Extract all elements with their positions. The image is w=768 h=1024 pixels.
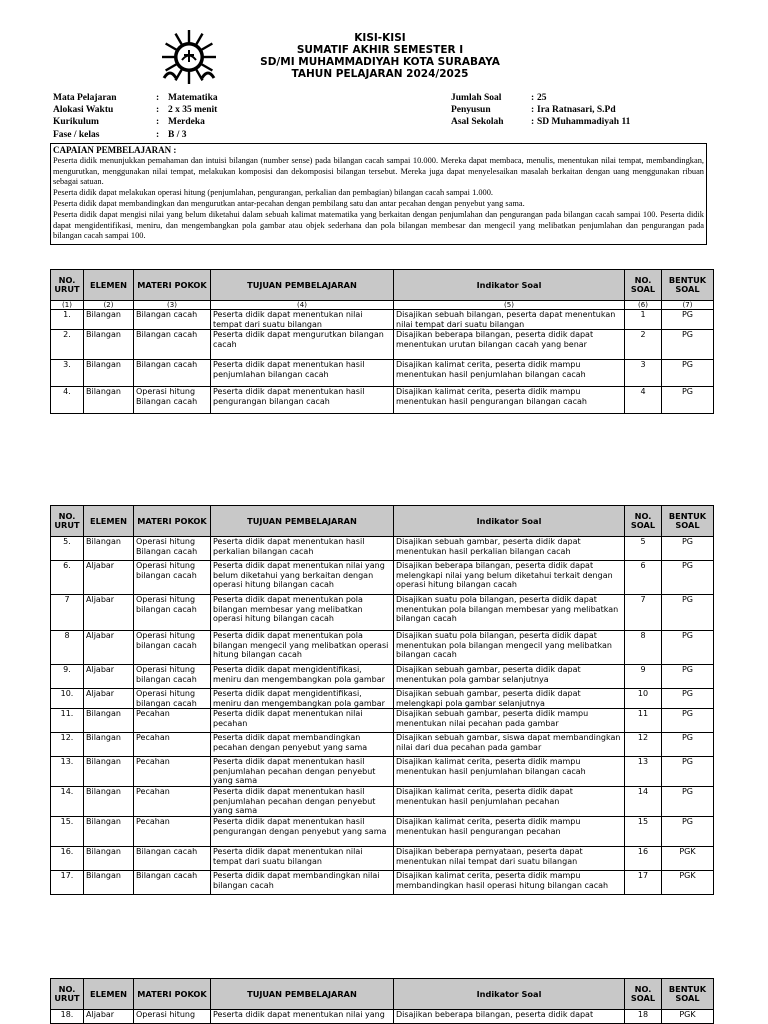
capaian-paragraph: Peserta didik dapat melakukan operasi hitung (penjumlahan, pengurangan, perkalian dan pembagian) bilangan cacah sampai 1.000. — [53, 188, 494, 198]
table-cell: Disajikan sebuah gambar, peserta didik dapat menentukan hasil perkalian bilangan cacah — [394, 537, 625, 561]
capaian-paragraph: Peserta didik dapat mengisi nilai yang belum diketahui dalam sebuah kalimat matematika yang berkaitan dengan penjumlahan dan pengurangan pada bilangan cacah sampai 100. Peserta didik dapat mengidentifikasi, meniru, dan mengembangkan pola gambar atau objek sederhana dan pola bilangan membesar dan mengecil yang melibatkan penjumlahan dan pengurangan pada bilangan cacah sampai 100. — [53, 209, 704, 241]
table-cell: PG — [662, 689, 714, 709]
table-cell: PG — [662, 665, 714, 689]
kisi-table-1 — [50, 269, 714, 414]
title-line-3: SD/MI MUHAMMADIYAH KOTA SURABAYA — [260, 56, 500, 68]
table-cell: Bilangan cacah — [134, 330, 211, 360]
column-number: (5) — [394, 301, 625, 310]
column-header: NO. URUT — [51, 506, 84, 537]
table-cell: 13 — [625, 757, 662, 787]
title-line-4: TAHUN PELAJARAN 2024/2025 — [291, 68, 469, 80]
table-cell: Disajikan sebuah gambar, peserta didik dapat menentukan pola gambar selanjutnya — [394, 665, 625, 689]
capaian-title: CAPAIAN PEMBELAJARAN : — [53, 145, 177, 155]
table-row — [51, 1010, 714, 1024]
table-cell: PG — [662, 709, 714, 733]
table-cell: Disajikan kalimat cerita, peserta didik mampu membandingkan hasil operasi hitung bilangan cacah — [394, 871, 625, 895]
table-cell: Aljabar — [84, 561, 134, 595]
table-cell: Aljabar — [84, 689, 134, 709]
table-cell: Pecahan — [134, 787, 211, 817]
kisi-table-2 — [50, 505, 714, 895]
table-cell: 5. — [51, 537, 84, 561]
table-cell: Operasi hitung — [134, 1010, 211, 1024]
table-cell: Aljabar — [84, 595, 134, 631]
table-cell: Peserta didik dapat mengidentifikasi, meniru dan mengembangkan pola gambar — [211, 689, 394, 709]
table-cell: Peserta didik dapat menentukan hasil penjumlahan pecahan dengan penyebut yang sama — [211, 787, 394, 817]
table-cell: 14 — [625, 787, 662, 817]
table-cell: Peserta didik dapat menentukan pola bilangan membesar yang melibatkan operasi hitung bilangan cacah — [211, 595, 394, 631]
table-cell: 16. — [51, 847, 84, 871]
table-cell: PG — [662, 387, 714, 414]
title-line-1: KISI-KISI — [354, 32, 406, 44]
table-cell: Operasi hitung Bilangan cacah — [134, 387, 211, 414]
column-header: BENTUK SOAL — [662, 979, 714, 1010]
table-cell: 16 — [625, 847, 662, 871]
meta-info-left — [53, 92, 218, 141]
table-cell: Disajikan sebuah gambar, siswa dapat membandingkan nilai dari dua pecahan pada gambar — [394, 733, 625, 757]
table-cell: Pecahan — [134, 733, 211, 757]
table-cell: Peserta didik dapat menentukan hasil pengurangan dengan penyebut yang sama — [211, 817, 394, 847]
table-cell: 11. — [51, 709, 84, 733]
table-cell: Bilangan cacah — [134, 310, 211, 330]
table-cell: 5 — [625, 537, 662, 561]
table-cell: 12 — [625, 733, 662, 757]
column-number: (4) — [211, 301, 394, 310]
table-cell: 15 — [625, 817, 662, 847]
table-cell: Disajikan sebuah bilangan, peserta dapat menentukan nilai tempat dari suatu bilangan — [394, 310, 625, 330]
table-cell: Peserta didik dapat menentukan hasil pengurangan bilangan cacah — [211, 387, 394, 414]
table-row — [51, 537, 714, 561]
table-cell: 18. — [51, 1010, 84, 1024]
table-row — [51, 631, 714, 665]
table-cell: 7 — [51, 595, 84, 631]
table-cell: Bilangan — [84, 817, 134, 847]
table-cell: PG — [662, 310, 714, 330]
meta-row-penyusun: Penyusun : Ira Ratnasari, S.Pd — [451, 105, 616, 116]
table-cell: 4. — [51, 387, 84, 414]
table-cell: 14. — [51, 787, 84, 817]
table-cell: Operasi hitung bilangan cacah — [134, 689, 211, 709]
table-cell: PGK — [662, 871, 714, 895]
column-header: Indikator Soal — [394, 979, 625, 1010]
table-cell: 10 — [625, 689, 662, 709]
table-cell: 3. — [51, 360, 84, 387]
column-header: MATERI POKOK — [134, 506, 211, 537]
table-cell: 6 — [625, 561, 662, 595]
table-row — [51, 330, 714, 360]
table-cell: Disajikan beberapa bilangan, peserta didik dapat — [394, 1010, 625, 1024]
table-cell: 18 — [625, 1010, 662, 1024]
table-cell: Operasi hitung bilangan cacah — [134, 665, 211, 689]
table-cell: PG — [662, 757, 714, 787]
table-cell: Bilangan — [84, 387, 134, 414]
table-cell: 17. — [51, 871, 84, 895]
meta-row-alokasi: Alokasi Waktu : 2 x 35 menit — [53, 105, 218, 116]
table-cell: 8 — [51, 631, 84, 665]
table-cell: PGK — [662, 847, 714, 871]
column-header: NO. URUT — [51, 270, 84, 301]
table-cell: 10. — [51, 689, 84, 709]
table-cell: 2 — [625, 330, 662, 360]
table-cell: Disajikan beberapa pernyataan, peserta dapat menentukan nilai tempat dari suatu bilangan — [394, 847, 625, 871]
table-cell: Peserta didik dapat menentukan hasil penjumlahan pecahan dengan penyebut yang sama — [211, 757, 394, 787]
column-header: Indikator Soal — [394, 270, 625, 301]
table-cell: Operasi hitung bilangan cacah — [134, 595, 211, 631]
table-cell: Bilangan — [84, 537, 134, 561]
table-cell: PG — [662, 817, 714, 847]
table-cell: Peserta didik dapat mengidentifikasi, meniru dan mengembangkan pola gambar — [211, 665, 394, 689]
table-cell: Disajikan kalimat cerita, peserta didik dapat menentukan hasil penjumlahan pecahan — [394, 787, 625, 817]
table-cell: Peserta didik dapat membandingkan pecahan dengan penyebut yang sama — [211, 733, 394, 757]
column-number: (3) — [134, 301, 211, 310]
table-cell: 2. — [51, 330, 84, 360]
table-cell: Disajikan beberapa bilangan, peserta didik dapat melengkapi nilai yang belum diketahui terkait dengan operasi hitung bilangan cacah — [394, 561, 625, 595]
table-cell: Bilangan — [84, 787, 134, 817]
table-cell: Aljabar — [84, 665, 134, 689]
table-cell: 13. — [51, 757, 84, 787]
table-cell: Pecahan — [134, 709, 211, 733]
meta-row-kurikulum: Kurikulum : Merdeka — [53, 117, 205, 128]
table-row — [51, 757, 714, 787]
table-cell: 1 — [625, 310, 662, 330]
table-cell: PG — [662, 561, 714, 595]
table-cell: 9. — [51, 665, 84, 689]
table-cell: Disajikan beberapa bilangan, peserta didik dapat menentukan urutan bilangan cacah yang benar — [394, 330, 625, 360]
table-cell: Peserta didik dapat menentukan nilai pecahan — [211, 709, 394, 733]
table-row — [51, 595, 714, 631]
table-cell: PG — [662, 537, 714, 561]
column-header: NO. SOAL — [625, 270, 662, 301]
column-number: (1) — [51, 301, 84, 310]
table-cell: PG — [662, 733, 714, 757]
table-cell: Operasi hitung Bilangan cacah — [134, 537, 211, 561]
table-cell: PG — [662, 631, 714, 665]
column-header: ELEMEN — [84, 506, 134, 537]
table-cell: Peserta didik dapat menentukan nilai yang belum diketahui yang berkaitan dengan operasi hitung bilangan cacah — [211, 561, 394, 595]
table-row — [51, 360, 714, 387]
table-cell: Peserta didik dapat menentukan pola bilangan mengecil yang melibatkan operasi hitung bilangan cacah — [211, 631, 394, 665]
table-cell: Peserta didik dapat menentukan nilai yang — [211, 1010, 394, 1024]
table-cell: Bilangan — [84, 310, 134, 330]
table-cell: Disajikan suatu pola bilangan, peserta didik dapat menentukan pola bilangan membesar yang melibatkan bilangan cacah — [394, 595, 625, 631]
table-cell: Peserta didik dapat menentukan nilai tempat dari suatu bilangan — [211, 847, 394, 871]
table-cell: Disajikan kalimat cerita, peserta didik mampu menentukan hasil pengurangan bilangan cacah — [394, 387, 625, 414]
column-header: TUJUAN PEMBELAJARAN — [211, 270, 394, 301]
table-cell: 4 — [625, 387, 662, 414]
table-cell: Bilangan — [84, 757, 134, 787]
title-line-2: SUMATIF AKHIR SEMESTER I — [296, 44, 464, 56]
table-cell: Peserta didik dapat menentukan hasil perkalian bilangan cacah — [211, 537, 394, 561]
table-row — [51, 733, 714, 757]
table-row — [51, 787, 714, 817]
table-cell: Bilangan cacah — [134, 847, 211, 871]
column-header: TUJUAN PEMBELAJARAN — [211, 979, 394, 1010]
table-cell: 1. — [51, 310, 84, 330]
table-cell: Operasi hitung bilangan cacah — [134, 561, 211, 595]
table-cell: Disajikan kalimat cerita, peserta didik mampu menentukan hasil penjumlahan bilangan cacah — [394, 360, 625, 387]
table-cell: PG — [662, 330, 714, 360]
table-cell: 8 — [625, 631, 662, 665]
column-number: (2) — [84, 301, 134, 310]
table-cell: Disajikan suatu pola bilangan, peserta didik dapat menentukan pola bilangan mengecil yang melibatkan bilangan cacah — [394, 631, 625, 665]
table-cell: 12. — [51, 733, 84, 757]
table-row — [51, 689, 714, 709]
column-header: BENTUK SOAL — [662, 506, 714, 537]
table-cell: Peserta didik dapat menentukan hasil penjumlahan bilangan cacah — [211, 360, 394, 387]
table-cell: PGK — [662, 1010, 714, 1024]
table-cell: 11 — [625, 709, 662, 733]
table-cell: Peserta didik dapat membandingkan nilai bilangan cacah — [211, 871, 394, 895]
table-cell: PG — [662, 595, 714, 631]
column-header: NO. URUT — [51, 979, 84, 1010]
table-header-row — [51, 506, 714, 537]
table-cell: 9 — [625, 665, 662, 689]
table-cell: Disajikan sebuah gambar, peserta didik mampu menentukan nilai pecahan pada gambar — [394, 709, 625, 733]
table-cell: Disajikan kalimat cerita, peserta didik mampu menentukan hasil penjumlahan bilangan cacah — [394, 757, 625, 787]
table-cell: Bilangan cacah — [134, 360, 211, 387]
table-cell: Peserta didik dapat menentukan nilai tempat dari suatu bilangan — [211, 310, 394, 330]
meta-row-mapel: Mata Pelajaran : Matematika — [53, 93, 218, 103]
table-cell: 7 — [625, 595, 662, 631]
column-number: (7) — [662, 301, 714, 310]
table-header-row — [51, 270, 714, 301]
column-number: (6) — [625, 301, 662, 310]
table-cell: Aljabar — [84, 1010, 134, 1024]
table-cell: Disajikan sebuah gambar, peserta didik dapat melengkapi pola gambar selanjutnya — [394, 689, 625, 709]
table-cell: 6. — [51, 561, 84, 595]
meta-info-right — [451, 92, 630, 129]
table-row — [51, 561, 714, 595]
table-cell: 17 — [625, 871, 662, 895]
table-cell: Bilangan — [84, 733, 134, 757]
table-row — [51, 847, 714, 871]
column-number-row — [51, 301, 714, 310]
table-cell: PG — [662, 787, 714, 817]
capaian-paragraph: Peserta didik dapat membandingkan dan mengurutkan antar-pecahan dengan pembilang satu dan antar pecahan dengan penyebut yang sama. — [53, 198, 525, 208]
table-cell: Pecahan — [134, 757, 211, 787]
table-cell: Operasi hitung bilangan cacah — [134, 631, 211, 665]
table-row — [51, 310, 714, 330]
table-cell: Bilangan — [84, 360, 134, 387]
meta-row-fase: Fase / kelas : B / 3 — [53, 129, 187, 140]
table-row — [51, 871, 714, 895]
table-cell: Aljabar — [84, 631, 134, 665]
column-header: Indikator Soal — [394, 506, 625, 537]
table-header-row — [51, 979, 714, 1010]
kisi-table-3 — [50, 978, 714, 1024]
table-cell: Bilangan cacah — [134, 871, 211, 895]
table-cell: 3 — [625, 360, 662, 387]
table-cell: PG — [662, 360, 714, 387]
table-row — [51, 709, 714, 733]
table-row — [51, 817, 714, 847]
column-header: MATERI POKOK — [134, 979, 211, 1010]
capaian-pembelajaran-box — [50, 143, 707, 245]
column-header: NO. SOAL — [625, 506, 662, 537]
table-cell: Bilangan — [84, 847, 134, 871]
column-header: ELEMEN — [84, 270, 134, 301]
column-header: NO. SOAL — [625, 979, 662, 1010]
table-cell: Disajikan kalimat cerita, peserta didik mampu menentukan hasil pengurangan pecahan — [394, 817, 625, 847]
table-cell: Bilangan — [84, 330, 134, 360]
table-cell: Bilangan — [84, 871, 134, 895]
capaian-paragraph: Peserta didik menunjukkan pemahaman dan intuisi bilangan (number sense) pada bilangan cacah sampai 10.000. Mereka dapat membaca, menulis, menentukan nilai tempat, membandingkan, mengurutkan, menggunakan nilai tempat, melakukan komposisi dan dekomposisi bilangan tersebut. Mereka juga dapat menyelesaikan masalah berkaitan dengan uang menggunakan ribuan sebagai satuan. — [53, 155, 704, 187]
column-header: BENTUK SOAL — [662, 270, 714, 301]
table-row — [51, 387, 714, 414]
table-cell: Pecahan — [134, 817, 211, 847]
column-header: MATERI POKOK — [134, 270, 211, 301]
table-cell: 15. — [51, 817, 84, 847]
muhammadiyah-logo — [160, 28, 218, 86]
table-cell: Peserta didik dapat mengurutkan bilangan cacah — [211, 330, 394, 360]
document-title — [230, 32, 530, 80]
meta-row-jumlah-soal: Jumlah Soal : 25 — [451, 93, 547, 103]
column-header: ELEMEN — [84, 979, 134, 1010]
column-header: TUJUAN PEMBELAJARAN — [211, 506, 394, 537]
table-row — [51, 665, 714, 689]
table-cell: Bilangan — [84, 709, 134, 733]
meta-row-asal-sekolah: Asal Sekolah : SD Muhammadiyah 11 — [451, 117, 631, 128]
